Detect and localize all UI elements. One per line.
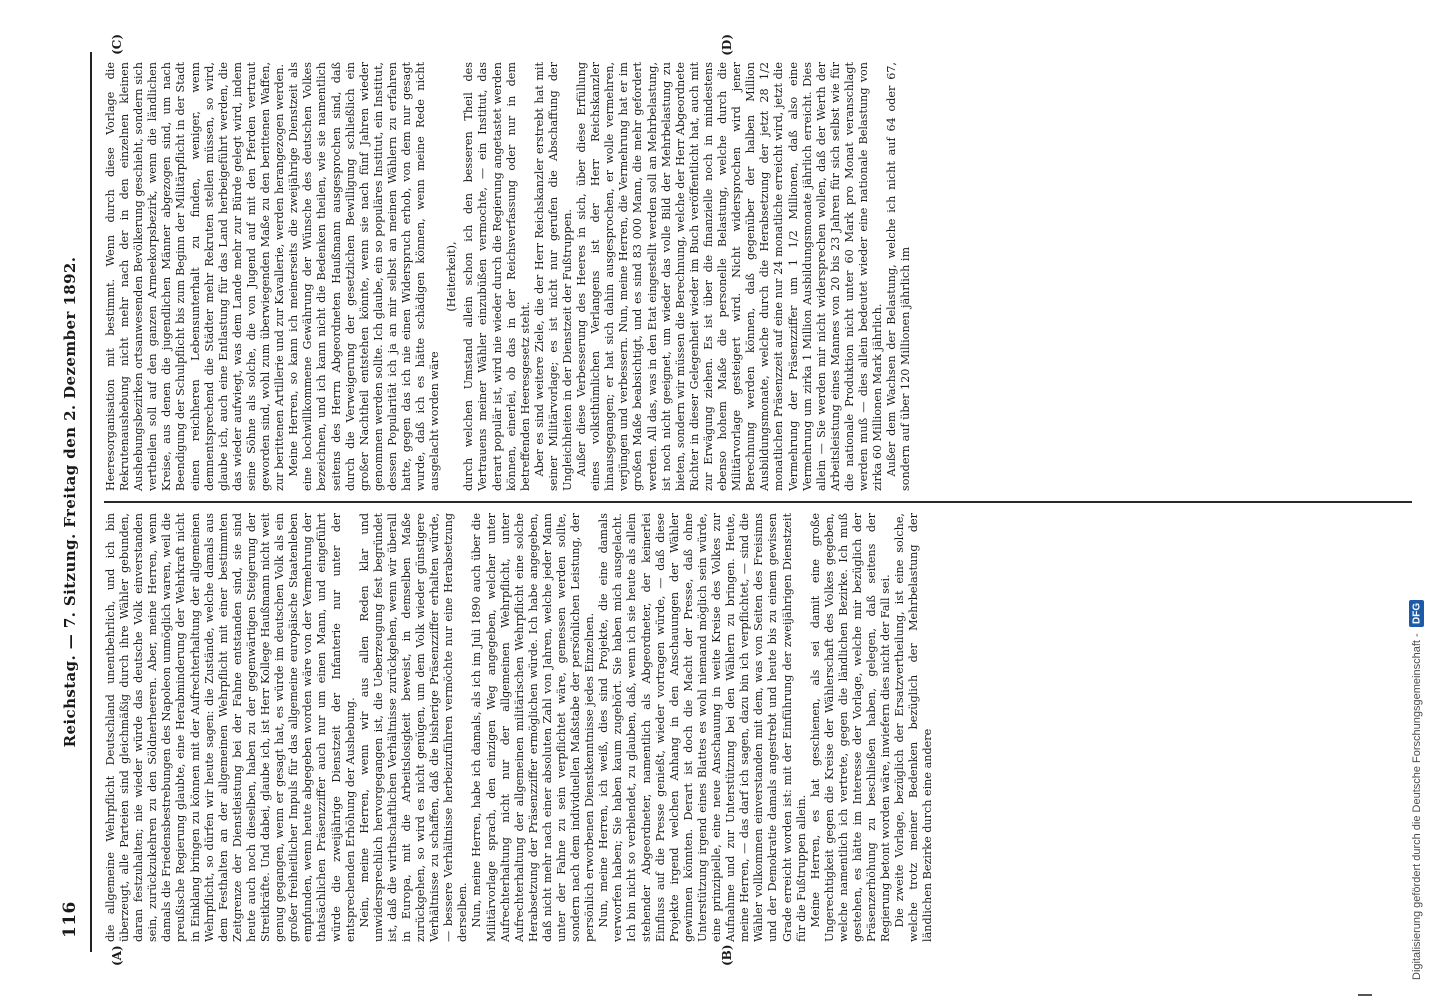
paragraph: Heeresorganisation mit bestimmt. Wenn durch diese Vorlage die Rekrutenaushebung nicht mehr nach der in den einzelnen kleinen Aushebungsbezirken ortsanwesenden Bevölkerung geschieht, sondern sich vertheilen soll auf den ganzen Armeekorpsbezirk, wenn die ländlichen Kreise, aus denen die jugendlichen Männer abgezogen sind, um nach Beendigung der Schulpflicht bis zum Beginn der Militärpflicht in der Stadt einen reichheren Lebensunterhalt zu finden, weniger, wenn demnentsprechend die Städter mehr Rekruten stellen müssen, so wird, glaube ich, auch eine Entlastung für das Land herbeigeführt werden, die das wieder aufwiegt, was dem Lande mehr zur Bürde gelegt wird, indem seine Söhne als solche, die von Jugend auf mit den Pferden vertraut geworden sind, wohl zum überwiegenden Maße zu den berittenen Waffen, zur berittenen Artillerie und zur Kavallerie, werden herangezogen werden. xyxy=(104,62,287,491)
digitization-credit xyxy=(1404,20,1430,980)
running-title: Reichstag. — 7. Sitzung. Freitag den 2. Dezember 1892. xyxy=(61,256,79,748)
page-header xyxy=(56,52,84,952)
interjection: (Heiterkeit), xyxy=(445,241,459,312)
page-number: 116 xyxy=(60,901,80,938)
paragraph: Außer dem Wachsen der Belastung, welche ich nicht auf 64 oder 67, sondern auf über 120 Millionen jährlich im xyxy=(885,62,913,491)
dfg-logo: DFG xyxy=(1410,600,1425,627)
paragraph: Nein, meine Herren, wenn wir aus allen Reden klar und unwidersprechlich hervorgegangen ist, die Ueberzeugung fest begründet ist, daß die wirthschaftlichen Verhältnisse zurückgehen, wenn wir überall in Europa, mit die Arbeitslosigkeit beweist, in demselben Maße zurückgehen, so wird es nicht genügen, um dem Volk wieder günstigere Verhältnisse zu schaffen, daß die bisherige Präsenzziffer erhalten würde, — bessere Verhältnisse herbeizuführen vermöchte nur eine Herabsetzung derselben. xyxy=(357,513,470,942)
paragraph: Meine Herren, es hat geschienen, als sei damit eine große Ungerechtigkeit gegen die Kreise der Wählerschaft des Volkes gegeben, welche namentlich ich vertrete, gegen die ländlichen Bezirke. Ich muß gestehen, es hätte im Interesse der Vorlage, welche mir bezüglich der Präsenzerhöhung zu beschließen haben, gelegen, daß seitens der Regierung betont worden wäre, inwiefern dies nicht der Fall sei. xyxy=(808,513,893,942)
margin-marker-b: (B) xyxy=(720,944,734,966)
paragraph: Aber es sind weitere Ziele, die der Herr Reichskanzler erstrebt hat mit seiner Militärvorlage; es ist nicht nur gerufen die Abschaffung der Ungleichheiten in der Dienstzeit der Fußtruppen. xyxy=(532,62,574,491)
paragraph: Nun, meine Herren, ich weiß, dies sind Projekte, die eine damals verworfen haben; Sie haben kaum zugehört. Sie haben mich ausgelacht. Ich bin nicht so verblendet, zu glauben, daß, wenn ich sie heute als allein stehender Abgeordneter, namentlich als Abgeordneter, der keinerlei Einfluss auf die Presse genießt, wieder vortragen würde, — daß diese Projekte irgend welchen Anhang in den Anschauungen der Wähler gewinnen könnten. Derart ist doch die Macht der Presse, daß ohne Unterstützung irgend eines Blattes es wohl niemand möglich sein würde, eine prinzipielle, eine neue Anschauung in weite Kreise des Volkes zur Aufnahme und zur Unterstützung bei den Wählern zu bringen. Heute, meine Herren, — das darf ich sagen, dazu bin ich verpflichtet, — sind die Wähler vollkommen einverstanden mit dem, was von Seiten des Freisinns und der Demokratie damals angestrebt und heute bis zu einem gewissen Grade erreicht worden ist: mit der Einführung der zweijährigen Dienstzeit für die Fußtruppen allein. xyxy=(597,513,808,942)
right-column xyxy=(104,52,1412,501)
corner-mark xyxy=(1358,994,1372,996)
margin-marker-d: (D) xyxy=(720,34,734,56)
margin-marker-c: (C) xyxy=(110,34,124,55)
left-column xyxy=(104,501,1412,952)
margin-marker-a: (A) xyxy=(110,945,124,966)
credit-text: Digitalisierung gefördert durch die Deutsche Forschungsgemeinschaft - xyxy=(1411,633,1423,980)
text-columns xyxy=(104,52,1412,952)
paragraph: Die zweite Vorlage, bezüglich der Ersatzvertheilung, ist eine solche, welche trotz meiner Bedenken bezüglich der Mehrbelastung der ländlichen Bezirke durch eine andere xyxy=(893,513,935,942)
paragraph: Nun, meine Herren, habe ich damals, als ich im Juli 1890 auch über die Militärvorlage sprach, den einzigen Weg angegeben, welcher unter Aufrechterhaltung nicht nur der allgemeinen Wehrpflicht, unter Aufrechterhaltung der allgemeinen militärischen Wehrpflicht eine solche Herabsetzung der Präsenzziffer ermöglichen würde. Ich habe angegeben, daß nicht mehr nach einer absoluten Zahl von Jahren, welche jeder Mann unter der Fahne zu sein verpflichtet wäre, gemessen werden sollte, sondern nach dem individuellen Maßstabe der persönlichen Leistung, der persönlich erworbenen Dienstkenntnisse jedes Einzelnen. xyxy=(470,513,597,942)
header-rule xyxy=(90,52,92,952)
paragraph: die allgemeine Wehrpflicht Deutschland unentbehrlich, und ich bin überzeugt, alle Parteien sind gleichmäßig durch ihre Wähler gebunden, daran festzuhalten; nie wieder würde das deutsche Volk einverstanden sein, zurückzukehren zu den Söldnerheeren. Aber, meine Herren, wenn damals die Friedensbestrebungen des Napoleon unmöglich waren, weil die preußische Regierung glaubte, eine Herabminderung der Wehrkraft nicht in Einklang bringen zu können mit der Aufrechterhaltung der allgemeinen Wehrpflicht, so dürfen wir heute sagen: die Zustände, welche damals aus dem Festhalten an der allgemeinen Wehrpflicht mit einer bestimmten Zeitgrenze der Dienstleistung bei der Fahne entstanden sind, sie sind heute auch noch dieselben, haben zu der gegenwärtigen Steigerung der Streitkräfte. Und dabei, glaube ich, ist Herr Kollege Haußmann nicht weit genug gegangen, wenn er gesagt hat, es würde im deutschen Volk als ein großer freiheitlicher Impuls für das allgemeine europäische Staatenleben empfunden, wenn heute abgegeben worden wäre von der Vermehrung der thatsächlichen Präsenzziffer auch nur um einen Mann, und eingeführt würde die zweijährige Dienstzeit der Infanterie nur unter der entsprechenden Erhöhung der Aushebung. xyxy=(104,513,357,942)
paragraph: Meine Herren, so kann ich meinerseits die zweijährige Dienstzeit als eine hochwillkommene Gewährung der Wünsche des deutschen Volkes bezeichnen, und ich kann nicht die Bedenken theilen, wie sie namentlich seitens des Herrn Abgeordneten Haußmann ausgesprochen sind, daß durch die Verweigerung der gesetzlichen Bewilligung schließlich ein großer Nachtheil entstehen könnte, wenn sie nach fünf Jahren wieder genommen werden sollte. Ich glaube, ein so populäres Institut, ein Institut, dessen Popularität ich ja an mir selbst an meinen Wählern zu erfahren hatte, gegen das ich nie einen Widerspruch erhob, von dem nur gesagt wurde, daß ich es hätte schädigen können, wenn meine Rede nicht ausgelacht worden wäre xyxy=(287,62,442,491)
paragraph: Außer diese Verbesserung des Heeres in sich, über diese Erfüllung eines volksthümlichen Verlangens ist der Herr Reichskanzler hinausgegangen; er hat sich dahin ausgesprochen, er wolle vermehren, verjüngen und verbessern. Nun, meine Herren, die Vermehrung hat er im großen Maße beabsichtigt, und es sind 83 000 Mann, die mehr gefordert werden. All das, was in den Etat eingestellt werden soll an Mehrbelastung, ist noch nicht geeignet, um wieder das volle Bild der Mehrbelastung zu bieten, sondern wir müssen die Berechnung, welche der Herr Abgeordnete Richter in dieser Gelegenheit wieder im Buch veröffentlicht hat, auch mit zur Erwägung ziehen. Es ist über die finanzielle noch in mindestens ebenso hohem Maße die personelle Belastung, welche durch die Militärvorlage gesteigert wird. Nicht widersprochen wird jener Berechnung werden können, daß gegenüber der halben Million Ausbildungsmonate, welche durch die Herabsetzung der jetzt 28 1/2 monatlichen Präsenzzeit auf eine nur 24 monatliche erreicht wird, jetzt die Vermehrung der Präsenzziffer um 1 1/2 Millionen, daß also eine Vermehrung um zirka 1 Million Ausbildungsmonate jährlich erreicht. Dies allein — Sie werden mir nicht widersprechen wollen, daß der Werth der Arbeitsleistung eines Mannes von 20 bis 23 Jahren für sich selbst wie für die nationale Produktion nicht unter 60 Mark pro Monat veranschlagt werden muß — dies allein bedeutet wieder eine nationale Belastung von zirka 60 Millionen Mark jährlich. xyxy=(575,62,885,491)
paragraph: durch welchen Umstand allein schon ich den besseren Theil des Vertrauens meiner Wähler einzubüßen vermochte, — ein Institut, das derart populär ist, wird nie wieder durch die Regierung angetastet werden können, einerlei, ob das in der Reichsverfassung oder nur in dem betreffenden Heeresgesetz steht. xyxy=(462,62,532,491)
